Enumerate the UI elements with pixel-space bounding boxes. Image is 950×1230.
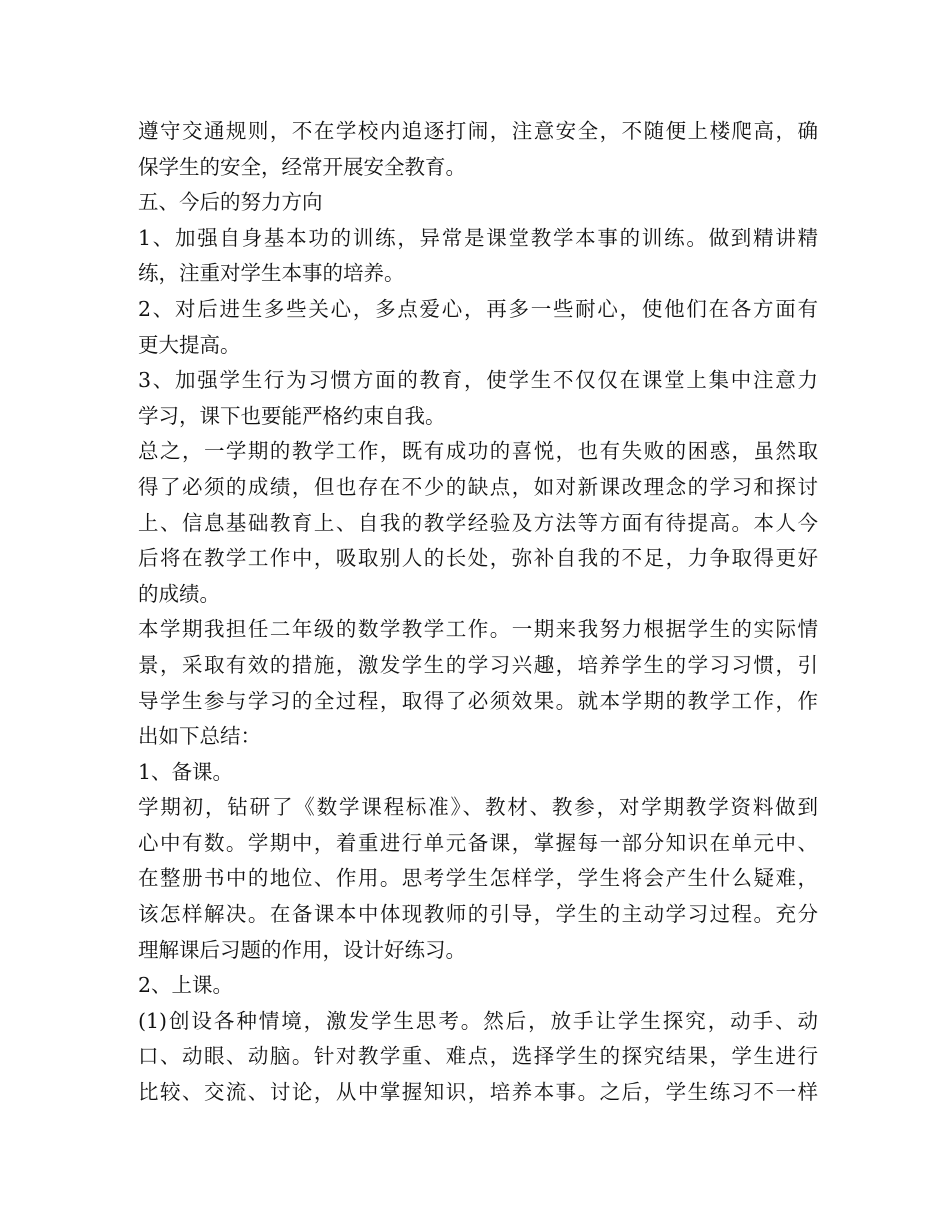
text-line: 理解课后习题的作用，设计好练习。 (138, 937, 466, 962)
text-line: 比较、交流、讨论，从中掌握知识，培养本事。之后，学生练习不一样 (138, 1080, 818, 1105)
text-line: 学习，课下也要能严格约束自我。 (138, 403, 446, 428)
text-line: 在整册书中的地位、作用。思考学生怎样学，学生将会产生什么疑难， (138, 866, 818, 891)
text-line: 出如下总结： (138, 724, 261, 749)
text-line: (1)创设各种情境，激发学生思考。然后，放手让学生探究，动手、动 (138, 1008, 818, 1033)
text-line: 练，注重对学生本事的培养。 (138, 261, 405, 286)
text-line: 保学生的安全，经常开展安全教育。 (138, 154, 466, 179)
text-line: 景，采取有效的措施，激发学生的学习兴趣，培养学生的学习习惯，引 (138, 652, 818, 677)
text-line: 2、上课。 (138, 973, 234, 998)
text-line: 五、今后的努力方向 (138, 190, 323, 215)
text-line: 更大提高。 (138, 332, 241, 357)
text-line: 2、对后进生多些关心，多点爱心，再多一些耐心，使他们在各方面有 (138, 296, 818, 321)
text-line: 总之，一学期的教学工作，既有成功的喜悦，也有失败的困惑，虽然取 (138, 439, 818, 464)
text-line: 1、加强自身基本功的训练，异常是课堂教学本事的训练。做到精讲精 (138, 225, 818, 250)
text-line: 遵守交通规则，不在学校内追逐打闹，注意安全，不随便上楼爬高，确 (138, 119, 818, 143)
text-line: 后将在教学工作中，吸取别人的长处，弥补自我的不足，力争取得更好 (138, 546, 818, 571)
text-line: 上、信息基础教育上、自我的教学经验及方法等方面有待提高。本人今 (138, 510, 818, 535)
text-line: 本学期我担任二年级的数学教学工作。一期来我努力根据学生的实际情 (138, 617, 818, 642)
text-line: 心中有数。学期中，着重进行单元备课，掌握每一部分知识在单元中、 (138, 830, 818, 855)
text-line: 导学生参与学习的全过程，取得了必须效果。就本学期的教学工作，作 (138, 688, 818, 713)
text-line: 的成绩。 (138, 581, 220, 606)
text-line: 3、加强学生行为习惯方面的教育，使学生不仅仅在课堂上集中注意力 (138, 368, 818, 393)
text-line: 得了必须的成绩，但也存在不少的缺点，如对新课改理念的学习和探讨 (138, 474, 818, 499)
text-line: 1、备课。 (138, 759, 234, 784)
document-body (138, 114, 818, 1111)
text-line: 该怎样解决。在备课本中体现教师的引导，学生的主动学习过程。充分 (138, 902, 818, 927)
text-line: 口、动眼、动脑。针对教学重、难点，选择学生的探究结果，学生进行 (138, 1044, 818, 1069)
text-line: 学期初，钻研了《数学课程标准》、教材、教参，对学期教学资料做到 (138, 795, 818, 820)
